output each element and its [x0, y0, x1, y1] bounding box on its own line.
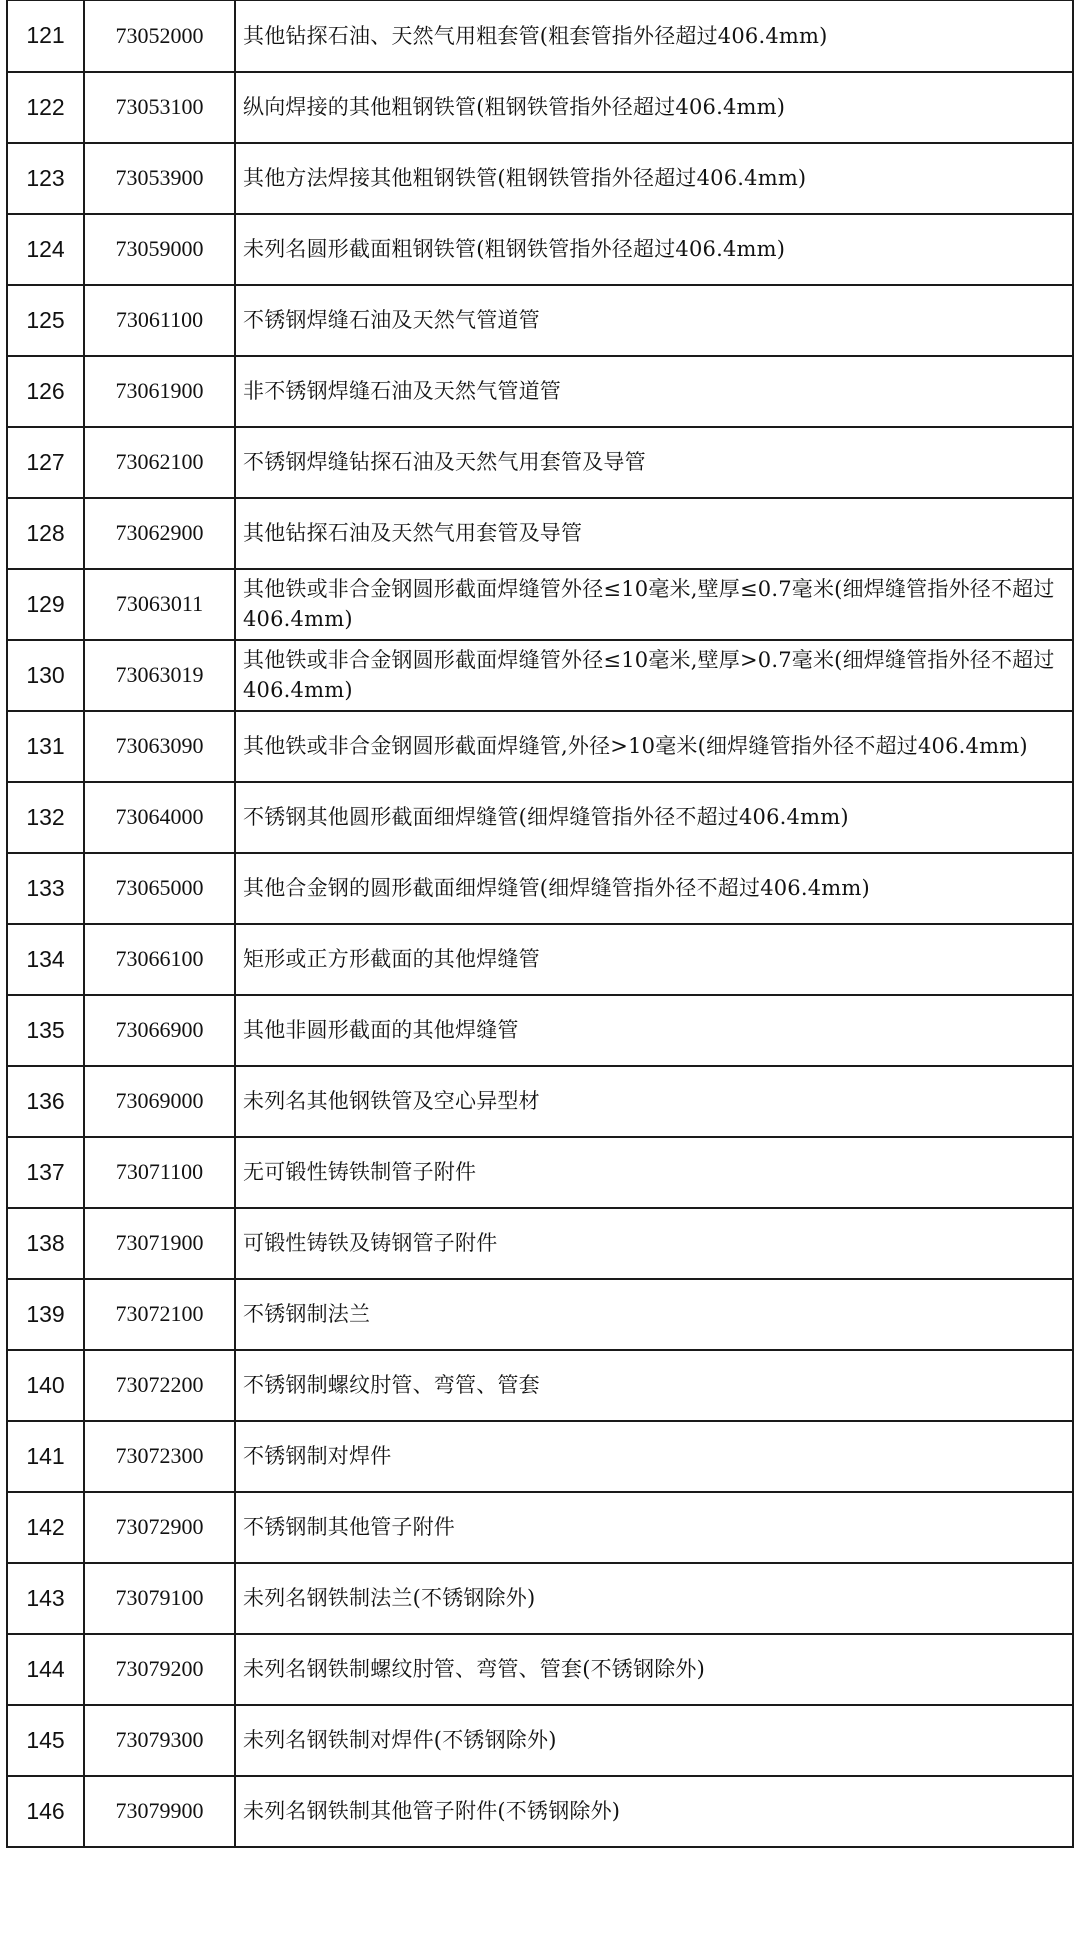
- table-row: [7, 1208, 1073, 1279]
- table-row: [7, 72, 1073, 143]
- table-row: [7, 1066, 1073, 1137]
- row-number: 144: [7, 1634, 84, 1705]
- item-description: 其他方法焊接其他粗钢铁管(粗钢铁管指外径超过406.4mm): [235, 143, 1073, 214]
- row-number: 145: [7, 1705, 84, 1776]
- item-description: 无可锻性铸铁制管子附件: [235, 1137, 1073, 1208]
- table-row: [7, 853, 1073, 924]
- item-description: 不锈钢其他圆形截面细焊缝管(细焊缝管指外径不超过406.4mm): [235, 782, 1073, 853]
- row-number: 134: [7, 924, 84, 995]
- row-number: 129: [7, 569, 84, 640]
- hs-code: 73063011: [84, 569, 235, 640]
- row-number: 136: [7, 1066, 84, 1137]
- item-description: 其他钻探石油、天然气用粗套管(粗套管指外径超过406.4mm): [235, 1, 1073, 72]
- item-description: 不锈钢制其他管子附件: [235, 1492, 1073, 1563]
- table-row: [7, 356, 1073, 427]
- hs-code: 73061900: [84, 356, 235, 427]
- table-row: [7, 1705, 1073, 1776]
- row-number: 143: [7, 1563, 84, 1634]
- hs-code: 73065000: [84, 853, 235, 924]
- hs-code: 73071900: [84, 1208, 235, 1279]
- row-number: 128: [7, 498, 84, 569]
- table-body: [7, 1, 1073, 1847]
- item-description: 其他铁或非合金钢圆形截面焊缝管外径≤10毫米,壁厚>0.7毫米(细焊缝管指外径不超过406.4mm): [235, 640, 1073, 711]
- item-description: 不锈钢制对焊件: [235, 1421, 1073, 1492]
- table-row: [7, 498, 1073, 569]
- table-row: [7, 214, 1073, 285]
- row-number: 135: [7, 995, 84, 1066]
- item-description: 不锈钢制螺纹肘管、弯管、管套: [235, 1350, 1073, 1421]
- hs-code: 73064000: [84, 782, 235, 853]
- row-number: 139: [7, 1279, 84, 1350]
- row-number: 131: [7, 711, 84, 782]
- item-description: 不锈钢制法兰: [235, 1279, 1073, 1350]
- item-description: 其他铁或非合金钢圆形截面焊缝管外径≤10毫米,壁厚≤0.7毫米(细焊缝管指外径不超过406.4mm): [235, 569, 1073, 640]
- item-description: 未列名钢铁制法兰(不锈钢除外): [235, 1563, 1073, 1634]
- hs-code: 73053900: [84, 143, 235, 214]
- row-number: 123: [7, 143, 84, 214]
- table-row: [7, 1137, 1073, 1208]
- hs-code: 73072100: [84, 1279, 235, 1350]
- table-row: [7, 711, 1073, 782]
- table-row: [7, 1776, 1073, 1847]
- table-row: [7, 143, 1073, 214]
- row-number: 121: [7, 1, 84, 72]
- item-description: 非不锈钢焊缝石油及天然气管道管: [235, 356, 1073, 427]
- hs-code: 73066100: [84, 924, 235, 995]
- item-description: 不锈钢焊缝钻探石油及天然气用套管及导管: [235, 427, 1073, 498]
- table-row: [7, 1563, 1073, 1634]
- hs-code: 73062100: [84, 427, 235, 498]
- hs-code: 73079300: [84, 1705, 235, 1776]
- row-number: 132: [7, 782, 84, 853]
- item-description: 未列名钢铁制其他管子附件(不锈钢除外): [235, 1776, 1073, 1847]
- row-number: 133: [7, 853, 84, 924]
- table-row: [7, 1350, 1073, 1421]
- table-row: [7, 1421, 1073, 1492]
- item-description: 其他铁或非合金钢圆形截面焊缝管,外径>10毫米(细焊缝管指外径不超过406.4mm): [235, 711, 1073, 782]
- row-number: 142: [7, 1492, 84, 1563]
- hs-code: 73052000: [84, 1, 235, 72]
- item-description: 未列名钢铁制对焊件(不锈钢除外): [235, 1705, 1073, 1776]
- table-row: [7, 924, 1073, 995]
- item-description: 其他非圆形截面的其他焊缝管: [235, 995, 1073, 1066]
- item-description: 未列名圆形截面粗钢铁管(粗钢铁管指外径超过406.4mm): [235, 214, 1073, 285]
- hs-code: 73069000: [84, 1066, 235, 1137]
- row-number: 130: [7, 640, 84, 711]
- hs-code: 73072200: [84, 1350, 235, 1421]
- hs-code: 73062900: [84, 498, 235, 569]
- table-row: [7, 995, 1073, 1066]
- row-number: 146: [7, 1776, 84, 1847]
- row-number: 122: [7, 72, 84, 143]
- hs-code: 73066900: [84, 995, 235, 1066]
- row-number: 125: [7, 285, 84, 356]
- row-number: 141: [7, 1421, 84, 1492]
- hs-code: 73071100: [84, 1137, 235, 1208]
- item-description: 未列名其他钢铁管及空心异型材: [235, 1066, 1073, 1137]
- hs-code: 73059000: [84, 214, 235, 285]
- table-row: [7, 1279, 1073, 1350]
- row-number: 137: [7, 1137, 84, 1208]
- table-row: [7, 782, 1073, 853]
- item-description: 其他合金钢的圆形截面细焊缝管(细焊缝管指外径不超过406.4mm): [235, 853, 1073, 924]
- table-row: [7, 1, 1073, 72]
- item-description: 未列名钢铁制螺纹肘管、弯管、管套(不锈钢除外): [235, 1634, 1073, 1705]
- item-description: 可锻性铸铁及铸钢管子附件: [235, 1208, 1073, 1279]
- hs-code: 73079200: [84, 1634, 235, 1705]
- hs-code: 73072300: [84, 1421, 235, 1492]
- table-row: [7, 427, 1073, 498]
- hs-code: 73063019: [84, 640, 235, 711]
- hs-code: 73079900: [84, 1776, 235, 1847]
- table-row: [7, 1492, 1073, 1563]
- item-description: 矩形或正方形截面的其他焊缝管: [235, 924, 1073, 995]
- item-description: 其他钻探石油及天然气用套管及导管: [235, 498, 1073, 569]
- table-row: [7, 640, 1073, 711]
- row-number: 127: [7, 427, 84, 498]
- row-number: 138: [7, 1208, 84, 1279]
- table-row: [7, 569, 1073, 640]
- hs-code: 73061100: [84, 285, 235, 356]
- row-number: 140: [7, 1350, 84, 1421]
- table-row: [7, 1634, 1073, 1705]
- hs-code: 73079100: [84, 1563, 235, 1634]
- hs-code: 73063090: [84, 711, 235, 782]
- item-description: 纵向焊接的其他粗钢铁管(粗钢铁管指外径超过406.4mm): [235, 72, 1073, 143]
- table-row: [7, 285, 1073, 356]
- hs-code: 73053100: [84, 72, 235, 143]
- row-number: 124: [7, 214, 84, 285]
- item-description: 不锈钢焊缝石油及天然气管道管: [235, 285, 1073, 356]
- tariff-code-table: [6, 0, 1074, 1848]
- row-number: 126: [7, 356, 84, 427]
- hs-code: 73072900: [84, 1492, 235, 1563]
